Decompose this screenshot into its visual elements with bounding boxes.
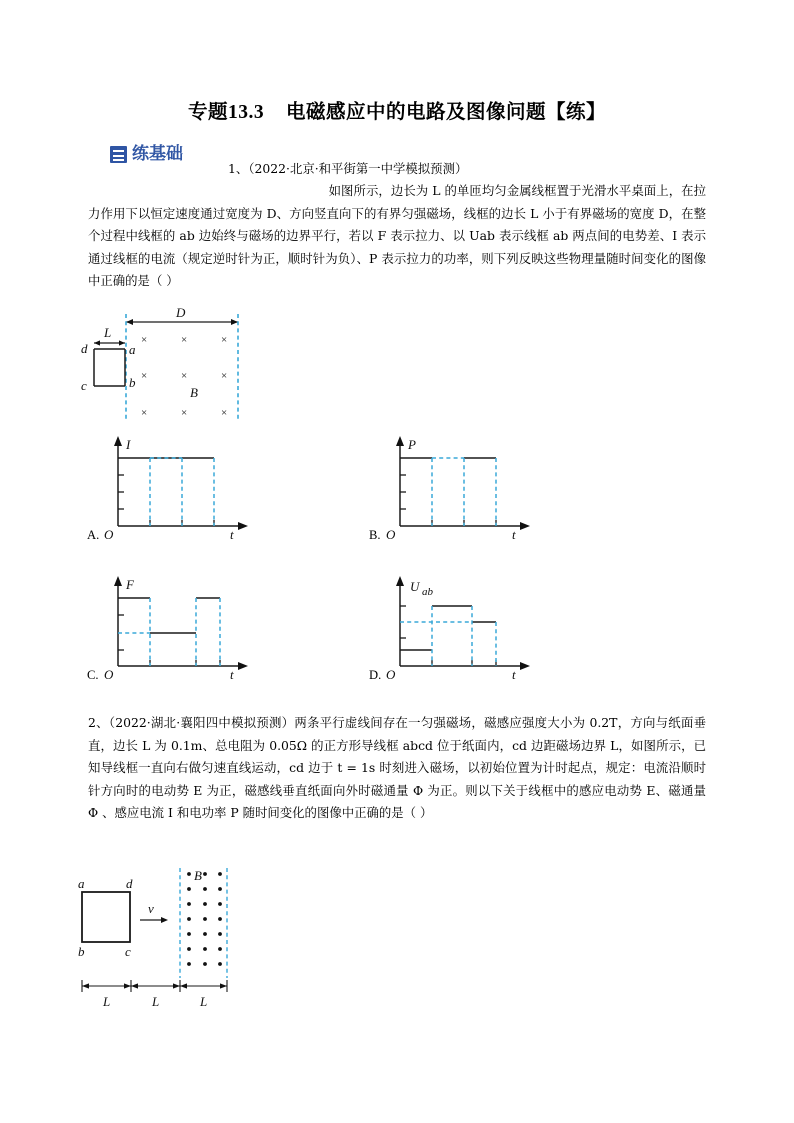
svg-text:×: × bbox=[141, 370, 148, 382]
axis-label-y-D: U bbox=[410, 579, 420, 594]
axis-origin-D: O bbox=[386, 667, 396, 682]
chart-option-D bbox=[378, 572, 538, 680]
label-L-1: L bbox=[103, 994, 111, 1009]
axis-label-x-B: t bbox=[512, 527, 516, 542]
q1-body-text: 如图所示，边长为 L 的单匝均匀金属线框置于光滑水平桌面上，在拉力作用下以恒定速度通过宽度为 D、方向竖直向下的有界匀强磁场，线框的边长 L 小于有界磁场的宽度 D，在整个过程中线框的 ab 边始终与磁场的边界平行，若以 F 表示拉力、以 Uab 表示线框 ab 两点间的电势差、I 表示通过线框的电流（规定逆时针为正，顺时针为负）、P 表示拉力的功率，则下列反映这些物理量随时间变化的图像中正确的是（ ） bbox=[88, 183, 706, 289]
q2-number: 2、 bbox=[88, 715, 109, 730]
label-L: L bbox=[104, 325, 112, 340]
question-1-first-line bbox=[228, 158, 706, 181]
label-v: v bbox=[148, 901, 154, 916]
axis-label-y-A: I bbox=[126, 437, 131, 452]
option-label-C: C. bbox=[87, 668, 99, 682]
label-B: B bbox=[190, 385, 198, 400]
label-B-2: B bbox=[194, 868, 202, 883]
notebook-icon bbox=[110, 146, 127, 163]
label-c: c bbox=[81, 378, 87, 393]
label-a: a bbox=[129, 342, 136, 357]
axis-origin-C: O bbox=[104, 667, 114, 682]
q1-number: 1、 bbox=[228, 161, 249, 176]
svg-text:×: × bbox=[221, 370, 228, 382]
svg-text:×: × bbox=[181, 334, 188, 346]
chart-option-B bbox=[378, 432, 538, 540]
q1-source: （2022·北京·和平街第一中学模拟预测） bbox=[248, 161, 468, 176]
title-prefix: 专题 bbox=[187, 100, 228, 123]
figure-coil-field bbox=[78, 306, 308, 424]
label-d: d bbox=[81, 341, 88, 356]
option-label-A: A. bbox=[87, 528, 100, 542]
label-c-2: c bbox=[125, 944, 131, 959]
q2-body-text: 两条平行虚线间存在一匀强磁场，磁感应强度大小为 0.2T，方向与纸面垂直，边长 L 为 0.1m、总电阻为 0.05Ω 的正方形导线框 abcd 位于纸面内，cd 边距磁场边界 L，如图所示，已知导线框一直向右做匀速直线运动，cd 边于 t = 1s 时刻进入磁场，以初始位置为计时起点，规定：电流沿顺时针方向时的电动势 E 为正，磁感线垂直纸面向外时磁通量 Φ 为正。则以下关于线框中的感应电动势 E、磁通量 Φ 、感应电流 I 和电功率 P 随时间变化的图像中正确的是（ ） bbox=[88, 715, 706, 821]
label-L-2: L bbox=[152, 994, 160, 1009]
chart-option-A bbox=[96, 432, 256, 540]
svg-text:×: × bbox=[181, 407, 188, 419]
svg-text:×: × bbox=[221, 334, 228, 346]
question-2-body bbox=[88, 712, 706, 825]
label-d-2: d bbox=[126, 876, 133, 891]
axis-label-y-C: F bbox=[126, 577, 134, 592]
axis-label-x-A: t bbox=[230, 527, 234, 542]
axis-label-y-D-sub: ab bbox=[422, 586, 433, 598]
label-b-2: b bbox=[78, 944, 85, 959]
label-a-2: a bbox=[78, 876, 85, 891]
axis-origin-B: O bbox=[386, 527, 396, 542]
label-b: b bbox=[129, 375, 136, 390]
svg-text:×: × bbox=[181, 370, 188, 382]
svg-text:×: × bbox=[221, 407, 228, 419]
chart-option-C bbox=[96, 572, 256, 680]
title-main: 电磁感应中的电路及图像问题【练】 bbox=[286, 100, 607, 123]
section-heading bbox=[110, 146, 183, 163]
svg-text:×: × bbox=[141, 334, 148, 346]
svg-text:×: × bbox=[141, 407, 148, 419]
axis-label-y-B: P bbox=[408, 437, 416, 452]
axis-label-x-C: t bbox=[230, 667, 234, 682]
label-D: D bbox=[176, 305, 186, 320]
axis-origin-A: O bbox=[104, 527, 114, 542]
option-label-B: B. bbox=[369, 528, 381, 542]
title-number: 13.3 bbox=[228, 102, 265, 123]
page-title bbox=[0, 96, 794, 124]
q2-source: （2022·湖北·襄阳四中模拟预测） bbox=[108, 715, 295, 730]
question-1-body bbox=[88, 180, 706, 293]
option-label-D: D. bbox=[369, 668, 382, 682]
figure-moving-loop bbox=[62, 866, 282, 1016]
axis-label-x-D: t bbox=[512, 667, 516, 682]
section-title: 练基础 bbox=[132, 144, 183, 164]
label-L-3: L bbox=[200, 994, 208, 1009]
